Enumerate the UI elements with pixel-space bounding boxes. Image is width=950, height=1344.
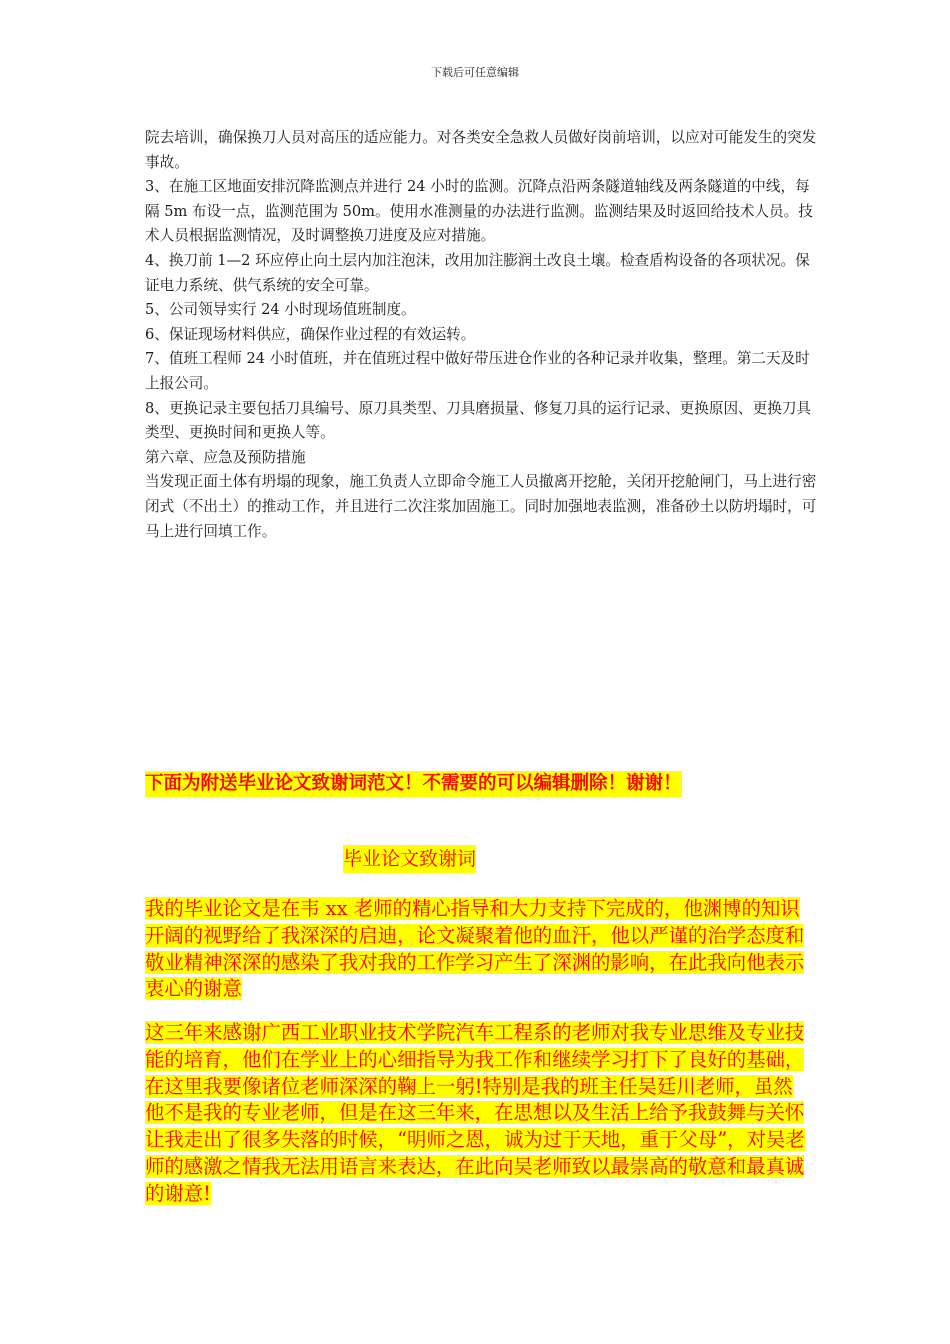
appendix-notice: 下面为附送毕业论文致谢词范文！不需要的可以编辑删除！谢谢！ xyxy=(145,771,682,797)
paragraph: 当发现正面土体有坍塌的现象，施工负责人立即命令施工人员撤离开挖舱，关闭开挖舱闸门，马上进行密闭式（不出土）的推动工作，并且进行二次注浆加固施工。同时加强地表监测，准备砂土以防坍塌时，可马上进行回填工作。 xyxy=(145,473,817,540)
paragraph: 7、值班工程师 24 小时值班，并在值班过程中做好带压进仓作业的各种记录并收集，整理。第二天及时上报公司。 xyxy=(145,350,810,392)
chapter-heading: 第六章、应急及预防措施 xyxy=(145,448,306,466)
paragraph: 3、在施工区地面安排沉降监测点并进行 24 小时的监测。沉降点沿两条隧道轴线及两条隧道的中线，每隔 5m 布设一点，监测范围为 50m。使用水准测量的办法进行监测。监测结果及时返回给技术人员。技术人员根据监测情况，及时调整换刀进度及应对措施。 xyxy=(145,178,813,245)
page-header: 下载后可任意编辑 xyxy=(431,66,519,79)
body-text xyxy=(145,126,821,544)
acknowledgement-title: 毕业论文致谢词 xyxy=(343,845,476,873)
acknowledgement-paragraph xyxy=(145,1020,810,1208)
acknowledgement-paragraph xyxy=(145,896,810,1003)
paragraph: 6、保证现场材料供应，确保作业过程的有效运转。 xyxy=(145,325,476,343)
highlighted-text: 这三年来感谢广西工业职业技术学院汽车工程系的老师对我专业思维及专业技能的培育，他们在学业上的心细指导为我工作和继续学习打下了良好的基础，在这里我要像诸位老师深深的鞠上一躬!特别是我的班主任吴廷川老师，虽然他不是我的专业老师，但是在这三年来，在思想以及生活上给予我鼓舞与关怀让我走出了很多失落的时候，“明师之恩，诚为过于天地，重于父母”，对吴老师的感激之情我无法用语言来表达，在此向吴老师致以最崇高的敬意和最真诚的谢意! xyxy=(145,1021,805,1205)
paragraph: 8、更换记录主要包括刀具编号、原刀具类型、刀具磨损量、修复刀具的运行记录、更换原因、更换刀具类型、更换时间和更换人等。 xyxy=(145,399,812,442)
paragraph: 5、公司领导实行 24 小时现场值班制度。 xyxy=(145,301,416,319)
highlighted-text: 我的毕业论文是在韦 xx 老师的精心指导和大力支持下完成的，他渊博的知识开阔的视野给了我深深的启迪，论文凝聚着他的血汗，他以严谨的治学态度和敬业精神深深的感染了我对我的工作学习产生了深渊的影响，在此我向他表示衷心的谢意 xyxy=(145,897,805,1001)
paragraph: 4、换刀前 1—2 环应停止向土层内加注泡沫，改用加注膨润土改良土壤。检查盾构设备的各项状况。保证电力系统、供气系统的安全可靠。 xyxy=(145,251,810,294)
paragraph: 院去培训，确保换刀人员对高压的适应能力。对各类安全急救人员做好岗前培训，以应对可能发生的突发事故。 xyxy=(145,129,817,171)
